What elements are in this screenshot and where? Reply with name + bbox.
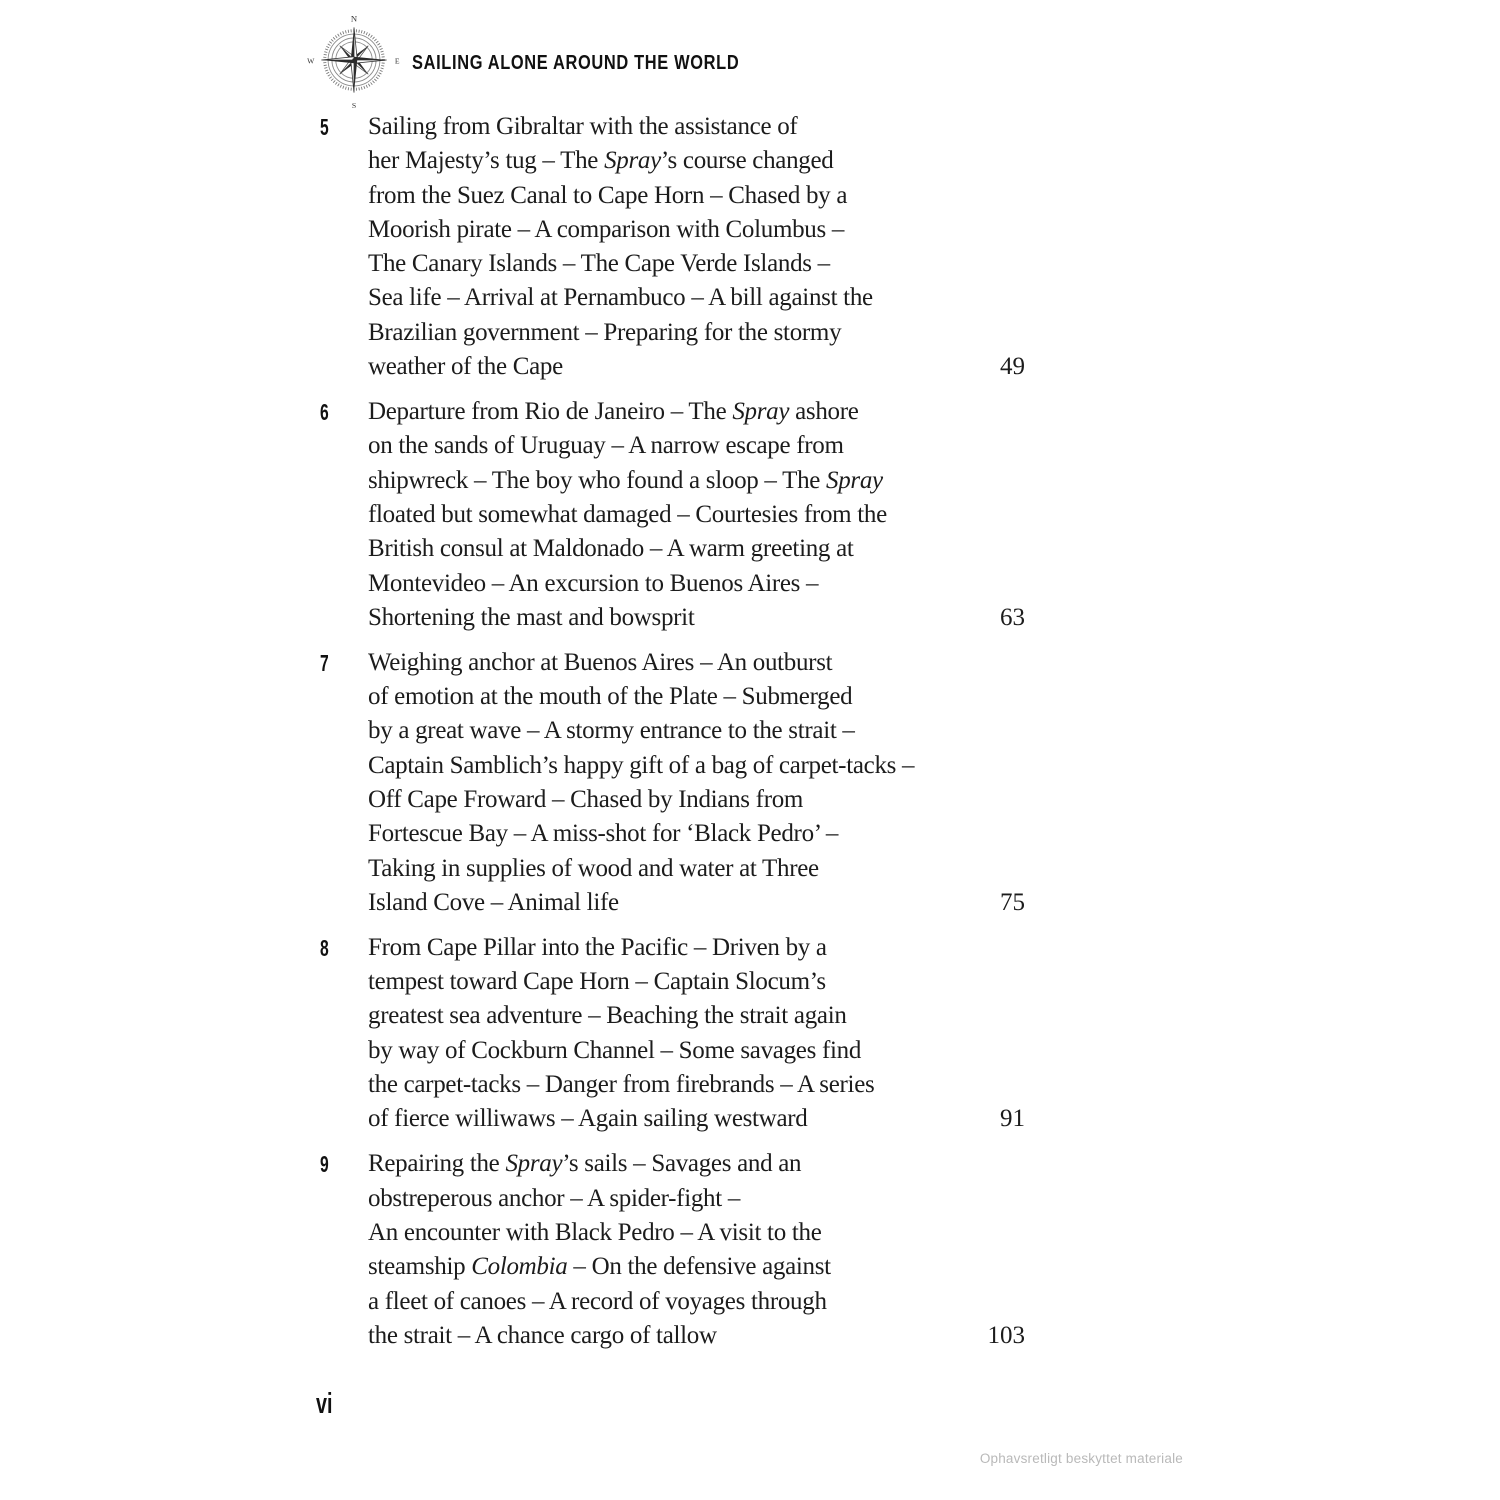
chapter-description xyxy=(368,395,1025,635)
toc-line: The Canary Islands – The Cape Verde Islands – xyxy=(368,250,830,278)
compass-s-label: S xyxy=(351,101,357,108)
toc-line: weather of the Cape xyxy=(368,353,563,381)
toc-line: the strait – A chance cargo of tallow xyxy=(368,1321,717,1349)
chapter-number: 8 xyxy=(320,934,329,961)
toc-line: obstreperous anchor – A spider-fight – xyxy=(368,1184,741,1212)
running-header xyxy=(0,0,1500,110)
folio-page-number: vi xyxy=(316,1388,333,1420)
toc-entry xyxy=(320,931,1025,1137)
chapter-number: 7 xyxy=(320,649,329,676)
toc-line: Fortescue Bay – A miss-shot for ‘Black Pedro’ – xyxy=(368,820,839,848)
chapter-page-ref: 75 xyxy=(1000,888,1025,916)
chapter-number: 5 xyxy=(320,114,329,140)
toc-entry xyxy=(320,1147,1025,1353)
compass-n-label: N xyxy=(350,13,358,24)
chapter-description xyxy=(368,110,1025,384)
chapter-page-ref: 63 xyxy=(1000,603,1025,631)
toc-line: shipwreck – The boy who found a sloop – The Spray xyxy=(368,466,883,494)
chapter-description xyxy=(368,1147,1025,1353)
toc-line: by way of Cockburn Channel – Some savages find xyxy=(368,1036,862,1064)
toc-line: steamship Colombia – On the defensive against xyxy=(368,1253,831,1281)
toc-line: Sailing from Gibraltar with the assistance of xyxy=(368,113,798,140)
compass-w-label: W xyxy=(307,56,315,66)
copyright-notice: Ophavsretligt beskyttet materiale xyxy=(979,1451,1183,1466)
toc-line: Sea life – Arrival at Pernambuco – A bill against the xyxy=(368,284,873,312)
toc-list xyxy=(320,110,1025,1364)
chapter-number: 9 xyxy=(320,1151,329,1178)
toc-line: a fleet of canoes – A record of voyages through xyxy=(368,1287,827,1315)
toc-line: Moorish pirate – A comparison with Columbus – xyxy=(368,215,845,243)
toc-entry xyxy=(320,395,1025,635)
chapter-number: 6 xyxy=(320,399,329,426)
toc-line: Departure from Rio de Janeiro – The Spray ashore xyxy=(368,398,859,426)
chapter-description xyxy=(368,931,1025,1137)
toc-line: of emotion at the mouth of the Plate – Submerged xyxy=(368,683,853,711)
toc-entry xyxy=(320,646,1025,920)
toc-line: greatest sea adventure – Beaching the strait again xyxy=(368,1002,847,1030)
chapter-page-ref: 91 xyxy=(1000,1105,1025,1133)
toc-line: her Majesty’s tug – The Spray’s course changed xyxy=(368,147,834,175)
toc-line: Off Cape Froward – Chased by Indians from xyxy=(368,786,804,814)
chapter-page-ref: 103 xyxy=(987,1321,1025,1349)
toc-line: British consul at Maldonado – A warm greeting at xyxy=(368,535,854,563)
toc-line: from the Suez Canal to Cape Horn – Chased by a xyxy=(368,181,848,209)
compass-e-label: E xyxy=(394,56,400,66)
toc-line: of fierce williwaws – Again sailing westward xyxy=(368,1105,808,1133)
chapter-page-ref: 49 xyxy=(1000,353,1025,381)
toc-line: Taking in supplies of wood and water at Three xyxy=(368,854,819,882)
toc-line: From Cape Pillar into the Pacific – Driven by a xyxy=(368,933,827,961)
chapter-description xyxy=(368,646,1025,920)
toc-line: Shortening the mast and bowsprit xyxy=(368,603,695,631)
toc-line: floated but somewhat damaged – Courtesies from the xyxy=(368,500,887,528)
toc-line: An encounter with Black Pedro – A visit to the xyxy=(368,1218,822,1246)
toc-line: Repairing the Spray’s sails – Savages and an xyxy=(368,1150,802,1178)
compass-rose-icon xyxy=(306,12,402,108)
toc-line: Island Cove – Animal life xyxy=(368,888,619,916)
toc-line: Captain Samblich’s happy gift of a bag of carpet-tacks – xyxy=(368,751,915,779)
toc-line: the carpet-tacks – Danger from firebrands – A series xyxy=(368,1071,875,1099)
toc-line: by a great wave – A stormy entrance to the strait – xyxy=(368,717,855,745)
toc-line: Montevideo – An excursion to Buenos Aires – xyxy=(368,569,819,597)
toc-line: Brazilian government – Preparing for the stormy xyxy=(368,318,842,346)
toc-line: on the sands of Uruguay – A narrow escape from xyxy=(368,432,844,460)
toc-line: Weighing anchor at Buenos Aires – An outburst xyxy=(368,648,833,676)
toc-entry xyxy=(320,110,1025,384)
book-title: SAILING ALONE AROUND THE WORLD xyxy=(412,52,740,74)
toc-line: tempest toward Cape Horn – Captain Slocum’s xyxy=(368,968,826,996)
